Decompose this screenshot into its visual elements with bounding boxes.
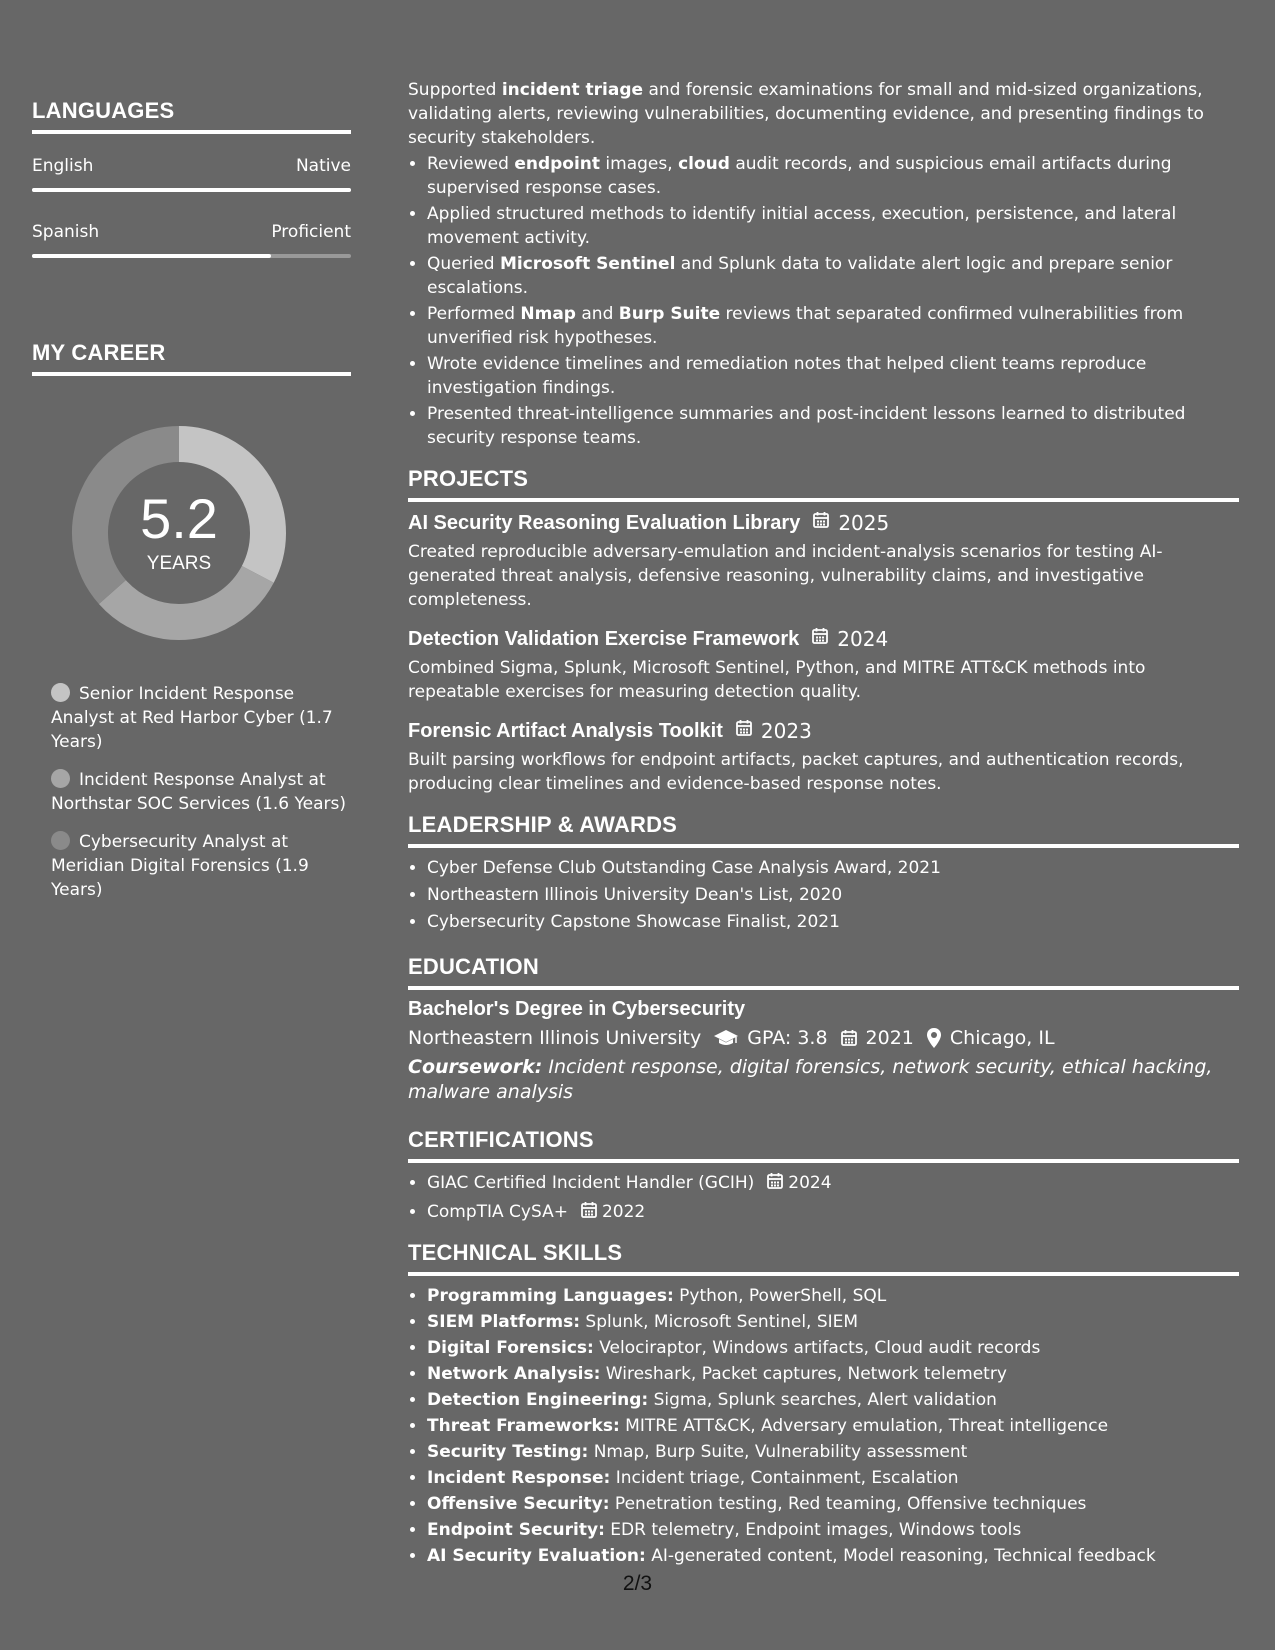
- skill-values: AI-generated content, Model reasoning, Technical feedback: [645, 1546, 1156, 1566]
- project-description: Created reproducible adversary-emulation and incident-analysis scenarios for testing AI-generated threat analysis, defensive reasoning, vulnerability claims, and investigative completeness.: [408, 542, 1163, 610]
- language-level: Proficient: [271, 222, 351, 242]
- project-name: Forensic Artifact Analysis Toolkit: [408, 720, 723, 742]
- skill-item: [427, 1544, 1239, 1568]
- career-legend: [51, 682, 351, 902]
- calendar-icon: [812, 510, 830, 536]
- project-year: 2025: [838, 511, 890, 535]
- education-gpa: GPA: 3.8: [747, 1027, 828, 1049]
- certifications-heading: CERTIFICATIONS: [408, 1127, 1239, 1163]
- certification-year: 2024: [788, 1173, 832, 1193]
- education-coursework: [408, 1055, 1239, 1105]
- calendar-icon: [735, 718, 753, 744]
- skill-category: Endpoint Security:: [427, 1520, 605, 1540]
- skills-list: [408, 1284, 1239, 1568]
- certification-name: GIAC Certified Incident Handler (GCIH): [427, 1173, 755, 1193]
- language-name: English: [32, 156, 94, 176]
- skill-item: [427, 1492, 1239, 1516]
- experience-bullet: • Wrote evidence timelines and remediation notes that helped client teams reproduce investigation findings.: [427, 352, 1239, 400]
- skill-category: Network Analysis:: [427, 1364, 601, 1384]
- skill-item: [427, 1388, 1239, 1412]
- education-school: Northeastern Illinois University: [408, 1027, 702, 1049]
- coursework-text: Incident response, digital forensics, network security, ethical hacking, malware analysis: [408, 1056, 1213, 1103]
- experience-intro: [408, 78, 1239, 150]
- page-number: 2/3: [622, 1572, 653, 1595]
- text-run-bold: incident triage: [501, 80, 644, 100]
- career-legend-item: [51, 682, 351, 754]
- career-years-unit: YEARS: [146, 553, 212, 574]
- skill-category: Programming Languages:: [427, 1286, 674, 1306]
- skill-category: AI Security Evaluation:: [427, 1546, 646, 1566]
- project-item: [408, 626, 1239, 704]
- career-legend-item: [51, 768, 351, 816]
- skill-category: Detection Engineering:: [427, 1390, 649, 1410]
- career-legend-item: [51, 830, 351, 902]
- skills-heading: TECHNICAL SKILLS: [408, 1240, 1239, 1276]
- experience-bullets: [408, 152, 1239, 450]
- certification-year: 2022: [601, 1202, 646, 1222]
- education-year: 2021: [865, 1027, 914, 1049]
- language-item: [32, 156, 351, 192]
- certification-item: [427, 1171, 1239, 1197]
- education-heading: EDUCATION: [408, 954, 1239, 990]
- career-heading: MY CAREER: [32, 340, 351, 376]
- project-year: 2024: [837, 627, 889, 651]
- leadership-item: • Cyber Defense Club Outstanding Case Analysis Award, 2021: [427, 856, 1239, 880]
- project-item: [408, 510, 1239, 612]
- project-year: 2023: [760, 719, 812, 743]
- skill-values: Nmap, Burp Suite, Vulnerability assessment: [588, 1442, 968, 1462]
- education-details: [408, 1027, 1239, 1049]
- calendar-icon: [840, 1029, 858, 1047]
- leadership-item: • Cybersecurity Capstone Showcase Finalist, 2021: [427, 910, 1239, 934]
- skill-item: [427, 1362, 1239, 1386]
- skill-item: [427, 1466, 1239, 1490]
- project-description: Built parsing workflows for endpoint artifacts, packet captures, and authentication records, producing clear timelines and evidence-based response notes.: [408, 750, 1184, 794]
- legend-dot-icon: [51, 683, 70, 702]
- main-content: [408, 78, 1239, 1570]
- legend-dot-icon: [51, 831, 70, 850]
- projects-heading: PROJECTS: [408, 466, 1239, 502]
- skill-category: Security Testing:: [427, 1442, 589, 1462]
- language-name: Spanish: [32, 222, 100, 242]
- language-item: [32, 222, 351, 258]
- leadership-heading: LEADERSHIP & AWARDS: [408, 812, 1239, 848]
- career-legend-label: Incident Response Analyst at Northstar SOC Services (1.6 Years): [51, 770, 346, 814]
- experience-bullet: • Presented threat-intelligence summaries and post-incident lessons learned to distributed security response teams.: [427, 402, 1239, 450]
- language-proficiency-bar: [32, 188, 351, 192]
- skill-values: Splunk, Microsoft Sentinel, SIEM: [580, 1312, 859, 1332]
- skill-values: Wireshark, Packet captures, Network telemetry: [600, 1364, 1007, 1384]
- calendar-icon: [580, 1201, 598, 1226]
- skill-item: [427, 1336, 1239, 1360]
- career-legend-label: Cybersecurity Analyst at Meridian Digital Forensics (1.9 Years): [51, 832, 309, 900]
- skill-category: Digital Forensics:: [427, 1338, 594, 1358]
- leadership-list: [408, 856, 1239, 934]
- project-name: Detection Validation Exercise Framework: [408, 628, 800, 650]
- leadership-item: • Northeastern Illinois University Dean's List, 2020: [427, 883, 1239, 907]
- experience-bullet: • Applied structured methods to identify initial access, execution, persistence, and lateral movement activity.: [427, 202, 1239, 250]
- text-run: and forensic examinations for small and mid-sized organizations, validating alerts, reviewing vulnerabilities, documenting evidence, and presenting findings to security stakeholders.: [408, 80, 1204, 148]
- certification-item: [427, 1200, 1239, 1226]
- language-proficiency-bar: [32, 254, 351, 258]
- language-level: Native: [295, 156, 351, 176]
- experience-bullet: • Performed Nmap and Burp Suite reviews that separated confirmed vulnerabilities from unverified risk hypotheses.: [427, 302, 1239, 350]
- skill-values: Python, PowerShell, SQL: [673, 1286, 887, 1306]
- language-proficiency-fill: [32, 254, 271, 258]
- project-description: Combined Sigma, Splunk, Microsoft Sentinel, Python, and MITRE ATT&CK methods into repeatable exercises for measuring detection quality.: [408, 658, 1146, 702]
- certifications-list: [408, 1171, 1239, 1226]
- skill-category: Offensive Security:: [427, 1494, 610, 1514]
- education-degree: Bachelor's Degree in Cybersecurity: [408, 998, 746, 1020]
- legend-dot-icon: [51, 769, 70, 788]
- skill-values: EDR telemetry, Endpoint images, Windows tools: [604, 1520, 1022, 1540]
- career-total-years: 5.2: [140, 487, 218, 550]
- text-run: Supported: [408, 80, 502, 100]
- skill-item: [427, 1414, 1239, 1438]
- skill-item: [427, 1518, 1239, 1542]
- skill-values: Penetration testing, Red teaming, Offensive techniques: [609, 1494, 1087, 1514]
- experience-bullet: • Queried Microsoft Sentinel and Splunk data to validate alert logic and prepare senior escalations.: [427, 252, 1239, 300]
- project-name: AI Security Reasoning Evaluation Library: [408, 512, 801, 534]
- career-donut-chart: [66, 420, 292, 646]
- skill-category: Incident Response:: [427, 1468, 611, 1488]
- skill-item: [427, 1284, 1239, 1308]
- project-item: [408, 718, 1239, 796]
- calendar-icon: [766, 1172, 784, 1197]
- skill-values: Incident triage, Containment, Escalation: [610, 1468, 959, 1488]
- skill-category: Threat Frameworks:: [427, 1416, 620, 1436]
- career-legend-label: Senior Incident Response Analyst at Red Harbor Cyber (1.7 Years): [51, 684, 333, 752]
- skill-values: MITRE ATT&CK, Adversary emulation, Threat intelligence: [619, 1416, 1109, 1436]
- graduation-cap-icon: [713, 1028, 739, 1048]
- calendar-icon: [811, 626, 829, 652]
- experience-bullet: • Reviewed endpoint images, cloud audit records, and suspicious email artifacts during supervised response cases.: [427, 152, 1239, 200]
- skill-values: Velociraptor, Windows artifacts, Cloud audit records: [593, 1338, 1041, 1358]
- language-proficiency-fill: [32, 188, 351, 192]
- location-pin-icon: [926, 1027, 942, 1049]
- certification-name: CompTIA CySA+: [427, 1202, 568, 1222]
- skill-item: [427, 1440, 1239, 1464]
- sidebar: [32, 98, 351, 916]
- skill-item: [427, 1310, 1239, 1334]
- languages-heading: LANGUAGES: [32, 98, 351, 134]
- coursework-label: Coursework:: [408, 1056, 543, 1078]
- education-location: Chicago, IL: [949, 1027, 1055, 1049]
- skill-category: SIEM Platforms:: [427, 1312, 580, 1332]
- skill-values: Sigma, Splunk searches, Alert validation: [648, 1390, 997, 1410]
